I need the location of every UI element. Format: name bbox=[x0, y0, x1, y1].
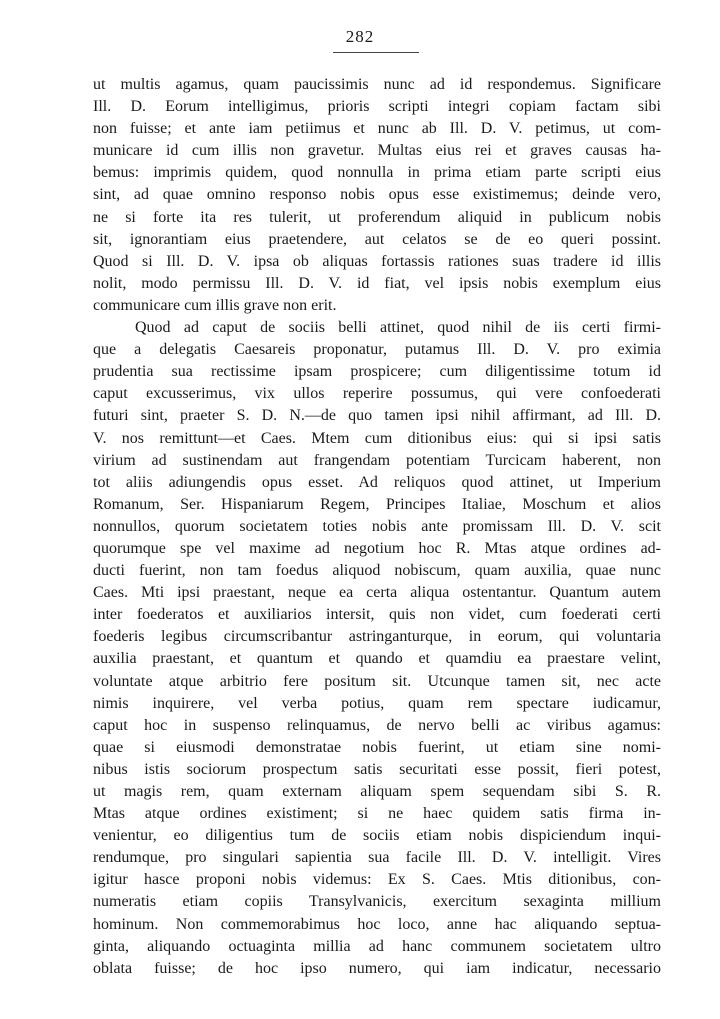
text-line: bemus: imprimis quidem, quod nonnulla in prima etiam parte scripti eius bbox=[93, 164, 661, 182]
text-line: ginta, aliquando octuaginta millia ad hanc communem societatem ultro bbox=[93, 937, 661, 955]
text-line: quae si eiusmodi demonstratae nobis fuerint, ut etiam sine nomi- bbox=[93, 738, 661, 756]
text-line: futuri sint, praeter S. D. N.—de quo tamen ipsi nihil affirmant, ad Ill. D. bbox=[93, 407, 661, 425]
text-line: Romanum, Ser. Hispaniarum Regem, Principes Italiae, Moschum et alios bbox=[93, 495, 661, 513]
text-line: ut magis rem, quam externam aliquam spem sequendam sibi S. R. bbox=[93, 783, 661, 800]
text-line: nimis inquirere, vel verba potius, quam rem spectare iudicamur, bbox=[93, 694, 661, 712]
text-line: nibus istis sociorum prospectum satis securitati esse possit, fieri potest, bbox=[93, 760, 661, 778]
text-line: oblata fuisse; de hoc ipso numero, qui iam indicatur, necessario bbox=[93, 959, 661, 977]
text-line: prudentia sua rectissime ipsam prospicere; cum diligentissime totum id bbox=[93, 363, 661, 381]
text-line: Ill. D. Eorum intelligimus, prioris scripti integri copiam factam sibi bbox=[93, 98, 661, 116]
text-line: caput excusserimus, vix ullos reperire possumus, qui vere confoederati bbox=[93, 385, 661, 403]
text-line: Quod ad caput de sociis belli attinet, quod nihil de iis certi firmi- bbox=[135, 319, 661, 337]
text-line: V. nos remittunt—et Caes. Mtem cum ditionibus eius: qui si ipsi satis bbox=[93, 429, 661, 447]
text-line: inter foederatos et auxiliarios intersit, quis non videt, cum foederati certi bbox=[93, 606, 661, 624]
text-line: ut multis agamus, quam paucissimis nunc ad id respondemus. Significare bbox=[93, 76, 661, 93]
text-line: Caes. Mti ipsi praestant, neque ea certa aliqua ostentantur. Quantum autem bbox=[93, 584, 661, 602]
text-line: Mtas atque ordines existiment; si ne haec quidem satis firma in- bbox=[93, 805, 661, 823]
text-line: que a delegatis Caesareis proponatur, putamus Ill. D. V. pro eximia bbox=[93, 341, 661, 359]
page-number: 282 bbox=[345, 27, 375, 46]
text-line: sint, ad quae omnino responso nobis opus esse existimemus; deinde vero, bbox=[93, 186, 661, 204]
text-line: numeratis etiam copiis Transylvanicis, exercitum sexaginta millium bbox=[93, 893, 661, 911]
text-line: rendumque, pro singulari sapientia sua facile Ill. D. V. intelligit. Vires bbox=[93, 849, 661, 867]
text-line: voluntate atque arbitrio fere positum sit. Utcunque tamen sit, nec acte bbox=[93, 672, 661, 690]
text-line: communicare cum illis grave non erit. bbox=[93, 296, 337, 314]
text-line: hominum. Non commemorabimus hoc loco, anne hac aliquando septua- bbox=[93, 915, 661, 933]
text-line: ducti fuerint, non tam foedus aliquod nobiscum, quam auxilia, quae nunc bbox=[93, 562, 661, 580]
text-line: sit, ignorantiam eius praetendere, aut celatos se de eo queri possint. bbox=[93, 230, 661, 248]
text-line: caput hoc in suspenso relinquamus, de nervo belli ac viribus agamus: bbox=[93, 716, 661, 734]
text-line: auxilia praestant, et quantum et quando et quamdiu ea praestare velint, bbox=[93, 650, 661, 668]
page-number-rule bbox=[333, 52, 419, 53]
text-line: municare id cum illis non gravetur. Multas eius rei et graves causas ha- bbox=[93, 142, 661, 160]
text-line: non fuisse; et ante iam petiimus et nunc ab Ill. D. V. petimus, ut com- bbox=[93, 120, 661, 138]
text-line: tot aliis adiungendis opus esset. Ad reliquos quod attinet, ut Imperium bbox=[93, 473, 661, 491]
text-line: nonnullos, quorum societatem toties nobis ante promissam Ill. D. V. scit bbox=[93, 517, 661, 535]
text-line: igitur hasce proponi nobis videmus: Ex S. Caes. Mtis ditionibus, con- bbox=[93, 871, 661, 889]
text-line: nolit, modo permissu Ill. D. V. id fiat, vel ipsis nobis exemplum eius bbox=[93, 274, 661, 292]
text-line: venientur, eo diligentius tum de sociis etiam nobis dispiciendum inqui- bbox=[93, 827, 661, 845]
body-text bbox=[93, 74, 661, 980]
text-line: ne si forte ita res tulerit, ut proferendum aliquid in publicum nobis bbox=[93, 208, 661, 226]
text-line: quorumque spe vel maxime ad negotium hoc R. Mtas atque ordines ad- bbox=[93, 539, 661, 557]
text-line: Quod si Ill. D. V. ipsa ob aliquas fortassis rationes suas tradere id illis bbox=[93, 252, 661, 270]
text-line: virium ad sustinendam aut frangendam potentiam Turcicam haberent, non bbox=[93, 451, 661, 469]
text-line: foederis legibus circumscribantur astringanturque, in eorum, qui voluntaria bbox=[93, 628, 661, 646]
